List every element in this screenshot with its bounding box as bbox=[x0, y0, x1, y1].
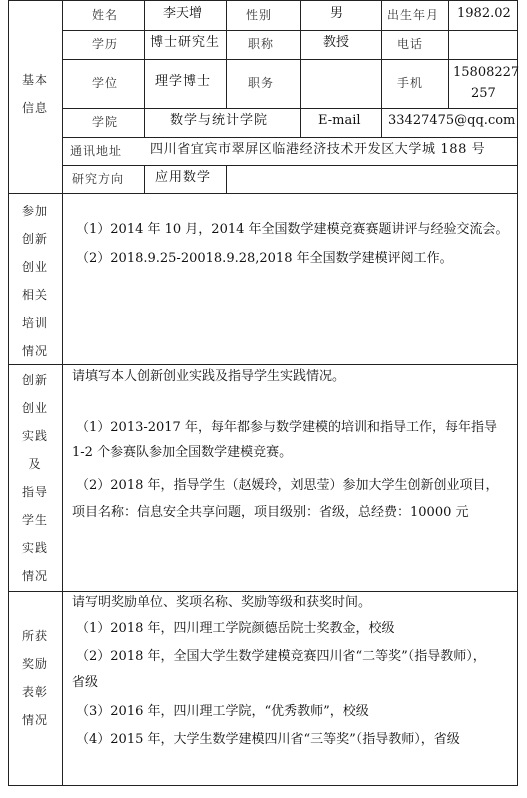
degree-label: 学位 bbox=[92, 76, 119, 90]
column-divider bbox=[144, 0, 145, 137]
address-value: 四川省宜宾市翠屏区临港经济技术开发区大学城 188 号 bbox=[150, 142, 486, 157]
row-divider bbox=[62, 59, 518, 60]
education-value: 博士研究生 bbox=[150, 35, 221, 50]
column-divider bbox=[226, 165, 227, 193]
award-item-1: （1）2018 年，四川理工学院颜德岳院士奖教金，校级 bbox=[76, 621, 395, 636]
training-item: （1）2014 年 10 月，2014 年全国数学建模竞赛赛题讲评与经验交流会。 bbox=[76, 222, 509, 237]
email-value: 33427475@qq.com bbox=[388, 113, 516, 128]
award-item-2-line1: （2）2018 年，全国大学生数学建模竞赛四川省“二等奖”（指导教师）， bbox=[76, 649, 486, 664]
section-label-awards: 所获 奖励 表彰 情况 bbox=[21, 629, 48, 727]
row-divider bbox=[62, 137, 518, 138]
training-item: （2）2018.9.25-20018.9.28,2018 年全国数学建模评阅工作。 bbox=[76, 251, 453, 266]
award-item-2-line2: 省级 bbox=[72, 675, 99, 690]
degree-value: 理学博士 bbox=[155, 74, 212, 89]
college-value: 数学与统计学院 bbox=[170, 113, 269, 128]
birth-value: 1982.02 bbox=[457, 6, 511, 21]
position-label: 职务 bbox=[248, 76, 275, 90]
mobile-label: 手机 bbox=[397, 76, 424, 90]
birth-label: 出生年月 bbox=[387, 8, 440, 22]
practice-item-2-line1: （2）2018 年，指导学生（赵媛玲，刘思莹）参加大学生创新创业项目， bbox=[76, 478, 499, 493]
name-value: 李天增 bbox=[163, 6, 203, 21]
column-divider bbox=[448, 0, 449, 108]
row-divider bbox=[62, 108, 518, 109]
practice-item-1-line1: （1）2013-2017 年，每年都参与数学建模的培训和指导工作，每年指导 bbox=[76, 420, 497, 435]
column-divider bbox=[381, 0, 382, 137]
practice-prompt: 请填写本人创新创业实践及指导学生实践情况。 bbox=[72, 369, 346, 384]
education-label: 学历 bbox=[92, 37, 119, 51]
gender-label: 性别 bbox=[246, 8, 273, 22]
research-value: 应用数学 bbox=[155, 170, 212, 185]
research-label: 研究方向 bbox=[72, 172, 125, 186]
row-divider bbox=[62, 165, 518, 166]
label-column-divider bbox=[62, 0, 63, 786]
column-divider bbox=[226, 0, 227, 108]
email-label: E-mail bbox=[318, 113, 361, 128]
mobile-value-line1: 15808227 bbox=[453, 65, 520, 80]
gender-value: 男 bbox=[330, 6, 344, 21]
practice-item-1-line2: 1-2 个参赛队参加全国数学建模竞赛。 bbox=[72, 445, 293, 460]
section-divider bbox=[8, 193, 518, 194]
section-divider bbox=[8, 364, 518, 365]
award-item-4: （4）2015 年，大学生数学建模四川省“三等奖”（指导教师），省级 bbox=[76, 732, 460, 747]
award-item-3: （3）2016 年，四川理工学院，“优秀教师”，校级 bbox=[76, 704, 369, 719]
awards-prompt: 请写明奖励单位、奖项名称、奖励等级和获奖时间。 bbox=[72, 595, 372, 610]
title-label: 职称 bbox=[248, 37, 275, 51]
mobile-value-line2: 257 bbox=[471, 86, 496, 101]
section-label-practice: 创新 创业 实践 及 指导 学生 实践 情况 bbox=[21, 373, 48, 583]
section-divider bbox=[8, 591, 518, 592]
college-label: 学院 bbox=[92, 115, 119, 129]
section-label-training: 参加 创新 创业 相关 培训 情况 bbox=[21, 204, 48, 358]
title-value: 教授 bbox=[323, 35, 350, 50]
column-divider bbox=[144, 165, 145, 193]
address-label: 通讯地址 bbox=[70, 144, 123, 158]
row-divider bbox=[62, 30, 518, 31]
phone-label: 电话 bbox=[397, 37, 424, 51]
column-divider bbox=[300, 0, 301, 137]
name-label: 姓名 bbox=[92, 8, 119, 22]
section-label-basic-info: 基本 信息 bbox=[21, 73, 48, 115]
practice-item-2-line2: 项目名称：信息安全共享问题，项目级别：省级，总经费：10000 元 bbox=[72, 505, 469, 520]
